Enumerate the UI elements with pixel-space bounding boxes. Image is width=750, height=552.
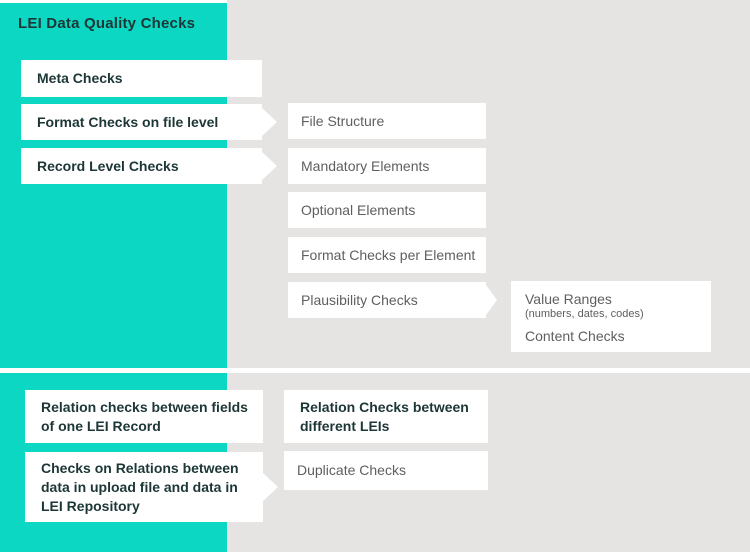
- box-optional-elements: [288, 192, 486, 228]
- box-label: File Structure: [301, 112, 385, 129]
- detail-subtitle: (numbers, dates, codes): [525, 308, 644, 320]
- box-relation-checks-fields-one-lei-record: [25, 390, 263, 443]
- box-value-ranges-content-checks: [511, 281, 711, 352]
- box-label: Relation checks between fields of one LEI Record: [41, 398, 248, 434]
- box-record-level-checks: [21, 148, 262, 184]
- box-label: Checks on Relations between data in upload file and data in LEI Repository: [41, 459, 239, 514]
- box-label: Mandatory Elements: [301, 157, 430, 174]
- box-label: Record Level Checks: [37, 157, 179, 174]
- box-label: Meta Checks: [37, 70, 123, 86]
- box-label: Plausibility Checks: [301, 291, 418, 308]
- box-label: Relation Checks between different LEIs: [300, 398, 469, 434]
- box-label: Optional Elements: [301, 201, 416, 218]
- box-meta-checks: [21, 60, 262, 97]
- box-label: Format Checks per Element: [301, 246, 476, 263]
- box-duplicate-checks: [284, 451, 488, 490]
- diagram-title: LEI Data Quality Checks: [18, 15, 196, 32]
- box-checks-relations-upload-repository: [25, 452, 263, 522]
- box-plausibility-checks: [288, 282, 486, 318]
- box-format-checks-per-element: [288, 237, 486, 273]
- box-label: Duplicate Checks: [297, 462, 406, 478]
- box-label: Format Checks on file level: [37, 113, 219, 130]
- box-mandatory-elements: [288, 148, 486, 184]
- detail-second-item: Content Checks: [525, 328, 625, 344]
- detail-title: Value Ranges: [525, 291, 612, 307]
- section-divider: [0, 368, 750, 373]
- box-file-structure: [288, 103, 486, 139]
- box-relation-checks-different-leis: [284, 390, 488, 443]
- top-white-strip: [0, 0, 227, 3]
- box-format-checks-file-level: [21, 104, 262, 140]
